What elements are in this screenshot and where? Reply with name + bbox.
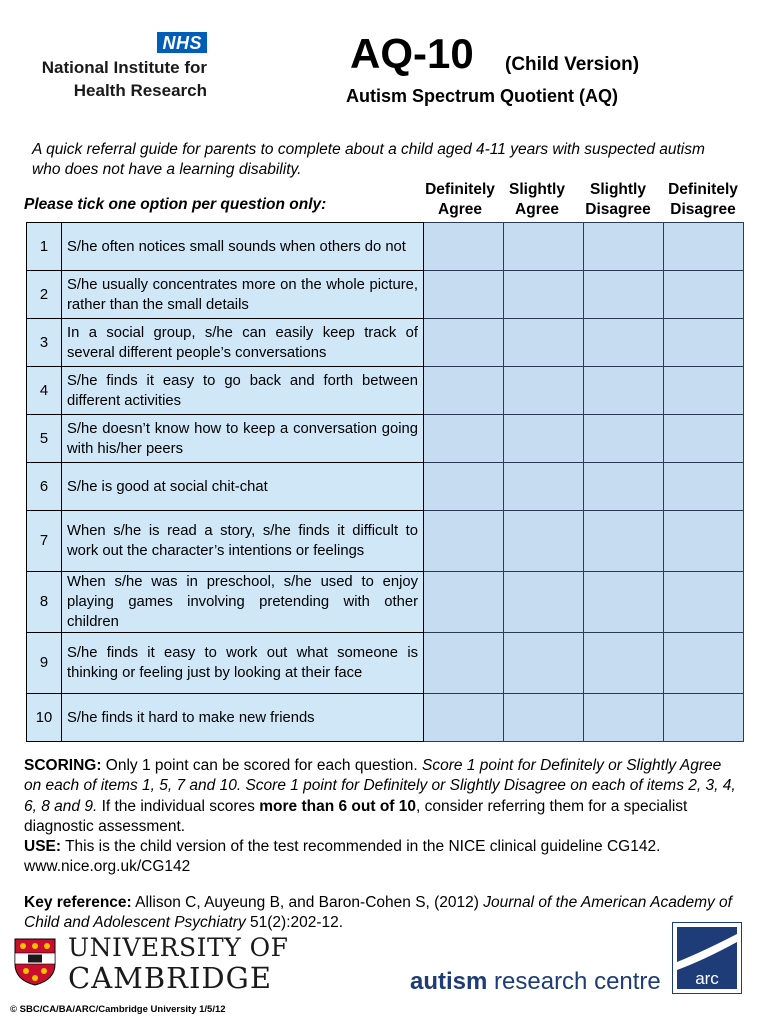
column-header-line2: Disagree xyxy=(585,201,651,218)
option-definitely-agree-checkbox[interactable] xyxy=(424,223,504,271)
question-text: S/he finds it easy to work out what someone is thinking or feeling just by looking at their face xyxy=(62,633,424,694)
column-header-slightly-disagree xyxy=(578,180,658,220)
option-slightly-agree-checkbox[interactable] xyxy=(504,367,584,415)
question-row xyxy=(27,633,744,694)
column-header-line2: Agree xyxy=(515,201,559,218)
question-text: When s/he is read a story, s/he finds it difficult to work out the character’s intentions or feelings xyxy=(62,511,424,572)
arc-word-autism: autism xyxy=(410,968,488,995)
option-definitely-agree-checkbox[interactable] xyxy=(424,633,504,694)
option-definitely-disagree-checkbox[interactable] xyxy=(664,415,744,463)
option-definitely-agree-checkbox[interactable] xyxy=(424,271,504,319)
option-slightly-disagree-checkbox[interactable] xyxy=(584,463,664,511)
question-row xyxy=(27,572,744,633)
arc-wordmark xyxy=(410,968,661,996)
option-definitely-disagree-checkbox[interactable] xyxy=(664,463,744,511)
option-slightly-disagree-checkbox[interactable] xyxy=(584,572,664,633)
question-text: S/he finds it hard to make new friends xyxy=(62,694,424,742)
cambridge-crest-icon xyxy=(14,938,56,986)
key-reference-authors: Allison C, Auyeung B, and Baron-Cohen S, (2012) xyxy=(131,894,484,911)
option-slightly-agree-checkbox[interactable] xyxy=(504,319,584,367)
nihr-name-line2: Health Research xyxy=(73,81,207,100)
option-slightly-disagree-checkbox[interactable] xyxy=(584,415,664,463)
option-slightly-agree-checkbox[interactable] xyxy=(504,694,584,742)
question-row xyxy=(27,415,744,463)
scoring-text: , consider referring them for a specialist diagnostic assessment. xyxy=(24,797,688,835)
question-row xyxy=(27,223,744,271)
option-slightly-agree-checkbox[interactable] xyxy=(504,415,584,463)
cambridge-wordmark xyxy=(68,934,288,994)
question-text: S/he often notices small sounds when others do not xyxy=(62,223,424,271)
title-version: (Child Version) xyxy=(505,54,640,75)
use-label: USE: xyxy=(24,838,62,856)
key-reference-journal: Journal of the American Academy of Child and Adolescent Psychiatry xyxy=(24,894,732,932)
question-number: 3 xyxy=(27,319,62,367)
question-text: S/he is good at social chit-chat xyxy=(62,463,424,511)
option-definitely-agree-checkbox[interactable] xyxy=(424,415,504,463)
option-definitely-agree-checkbox[interactable] xyxy=(424,511,504,572)
column-header-line1: Slightly xyxy=(509,181,565,198)
column-header-definitely-agree xyxy=(420,180,500,220)
option-slightly-agree-checkbox[interactable] xyxy=(504,463,584,511)
column-header-slightly-agree xyxy=(497,180,577,220)
question-number: 5 xyxy=(27,415,62,463)
column-header-line2: Agree xyxy=(438,201,482,218)
scoring-section xyxy=(24,756,736,878)
option-definitely-agree-checkbox[interactable] xyxy=(424,367,504,415)
option-definitely-agree-checkbox[interactable] xyxy=(424,572,504,633)
question-text: In a social group, s/he can easily keep track of several different people’s conversations xyxy=(62,319,424,367)
option-slightly-disagree-checkbox[interactable] xyxy=(584,271,664,319)
option-definitely-agree-checkbox[interactable] xyxy=(424,694,504,742)
question-number: 2 xyxy=(27,271,62,319)
page-title: AQ-10 xyxy=(350,30,474,77)
arc-word-research-centre: research centre xyxy=(487,968,661,995)
option-definitely-disagree-checkbox[interactable] xyxy=(664,367,744,415)
question-text: S/he doesn’t know how to keep a conversation going with his/her peers xyxy=(62,415,424,463)
question-number: 10 xyxy=(27,694,62,742)
key-reference xyxy=(24,893,736,934)
arc-logo-icon xyxy=(672,922,742,994)
option-slightly-disagree-checkbox[interactable] xyxy=(584,223,664,271)
question-row xyxy=(27,694,744,742)
nhs-badge: NHS xyxy=(157,32,207,53)
nihr-logo xyxy=(36,32,211,104)
option-definitely-disagree-checkbox[interactable] xyxy=(664,319,744,367)
option-definitely-disagree-checkbox[interactable] xyxy=(664,271,744,319)
option-slightly-agree-checkbox[interactable] xyxy=(504,223,584,271)
question-number: 8 xyxy=(27,572,62,633)
question-number: 9 xyxy=(27,633,62,694)
option-slightly-agree-checkbox[interactable] xyxy=(504,511,584,572)
option-slightly-disagree-checkbox[interactable] xyxy=(584,694,664,742)
cambridge-line2: CAMBRIDGE xyxy=(68,961,273,995)
option-definitely-agree-checkbox[interactable] xyxy=(424,463,504,511)
scoring-text: Only 1 point can be scored for each question. xyxy=(101,757,423,774)
question-number: 7 xyxy=(27,511,62,572)
column-header-line2: Disagree xyxy=(670,201,736,218)
option-definitely-agree-checkbox[interactable] xyxy=(424,319,504,367)
scoring-rule: Score 1 point for Definitely or Slightly Agree on each of items 1, 5, 7 and 10. Score 1 point for Definitely or Slightly Disagree on each of items 2, 3, 4, 6, 8 and 9. xyxy=(24,757,736,815)
question-text: S/he finds it easy to go back and forth between different activities xyxy=(62,367,424,415)
column-header-line1: Definitely xyxy=(425,181,495,198)
question-number: 1 xyxy=(27,223,62,271)
question-row xyxy=(27,319,744,367)
question-text: When s/he was in preschool, s/he used to enjoy playing games involving pretending with other children xyxy=(62,572,424,633)
option-slightly-disagree-checkbox[interactable] xyxy=(584,367,664,415)
nihr-name-line1: National Institute for xyxy=(41,58,207,77)
use-text: This is the child version of the test recommended in the NICE clinical guideline CG142. www.nice.org.uk/CG142 xyxy=(24,838,661,876)
question-row xyxy=(27,367,744,415)
key-reference-citation: 51(2):202-12. xyxy=(245,914,344,932)
option-definitely-disagree-checkbox[interactable] xyxy=(664,694,744,742)
option-slightly-agree-checkbox[interactable] xyxy=(504,633,584,694)
column-header-definitely-disagree xyxy=(663,180,743,220)
column-header-line1: Slightly xyxy=(590,181,646,198)
scoring-text: If the individual scores xyxy=(97,797,260,815)
option-slightly-disagree-checkbox[interactable] xyxy=(584,319,664,367)
scoring-threshold: more than 6 out of 10 xyxy=(259,797,416,815)
option-definitely-disagree-checkbox[interactable] xyxy=(664,633,744,694)
question-row xyxy=(27,463,744,511)
question-text: S/he usually concentrates more on the whole picture, rather than the small details xyxy=(62,271,424,319)
question-number: 6 xyxy=(27,463,62,511)
question-table xyxy=(26,222,744,742)
option-slightly-agree-checkbox[interactable] xyxy=(504,572,584,633)
key-reference-label: Key reference: xyxy=(24,894,132,911)
option-slightly-disagree-checkbox[interactable] xyxy=(584,511,664,572)
cambridge-line1: UNIVERSITY OF xyxy=(68,933,289,962)
question-number: 4 xyxy=(27,367,62,415)
arc-logo-text: arc xyxy=(695,969,719,988)
copyright-notice: © SBC/CA/BA/ARC/Cambridge University 1/5/12 xyxy=(10,1004,226,1015)
option-definitely-disagree-checkbox[interactable] xyxy=(664,572,744,633)
instruction-text: Please tick one option per question only: xyxy=(24,196,327,213)
question-row xyxy=(27,271,744,319)
page-subtitle: Autism Spectrum Quotient (AQ) xyxy=(346,86,619,106)
column-header-line1: Definitely xyxy=(668,181,738,198)
intro-text: A quick referral guide for parents to complete about a child aged 4-11 years with suspected autism who does not have a learning disability. xyxy=(32,141,705,178)
option-slightly-agree-checkbox[interactable] xyxy=(504,271,584,319)
option-definitely-disagree-checkbox[interactable] xyxy=(664,223,744,271)
option-definitely-disagree-checkbox[interactable] xyxy=(664,511,744,572)
scoring-label: SCORING: xyxy=(24,757,102,774)
question-row xyxy=(27,511,744,572)
option-slightly-disagree-checkbox[interactable] xyxy=(584,633,664,694)
